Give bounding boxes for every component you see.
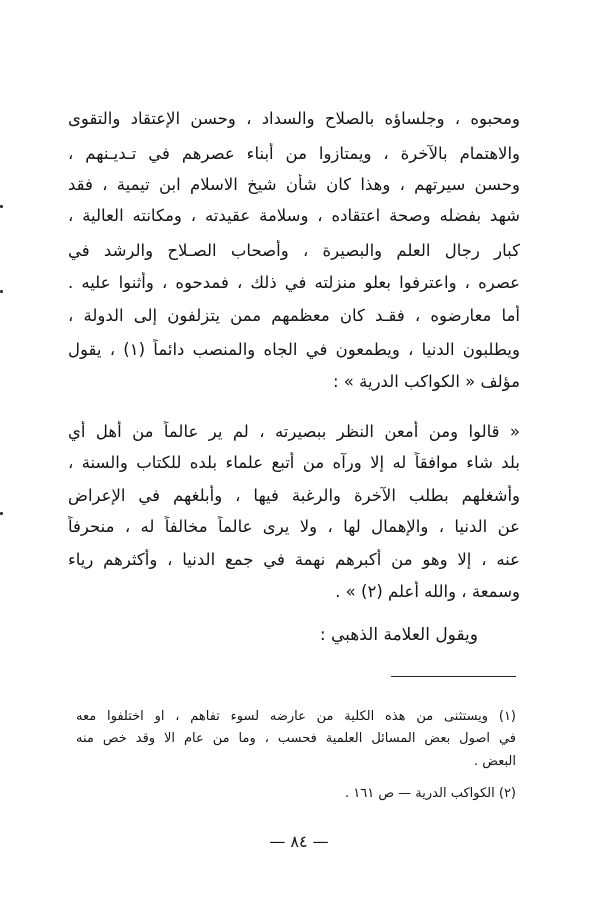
quote-line: وأشغلهم بطلب الآخرة والرغبة فيها ، وأبلغهم في الإعراض <box>68 486 520 505</box>
quote-line: وسمعة ، والله أعلم (٢) » . <box>335 582 520 601</box>
footnote-line: (٢) الكواكب الدرية — ص ١٦١ . <box>344 786 516 801</box>
text-line: مؤلف « الكواكب الدرية » : <box>332 372 520 391</box>
footnote-line: (١) ويستثنى من هذه الكلية من عارضه لسوء تفاهم ، او اختلفوا معه <box>76 709 516 724</box>
edge-mark <box>0 512 3 515</box>
footnote-line: في اصول بعض المسائل العلمية فحسب ، وما من عام الا وقد خص منه <box>76 731 516 746</box>
footnote-rule <box>391 676 516 677</box>
text-line: أما معارضوه ، فقـد كان معظمهم ممن يتزلفون إلى الدولة ، <box>68 306 520 325</box>
text-line: عصره ، واعترفوا بعلو منزلته في ذلك ، فمدحوه ، وأثنوا عليه . <box>68 273 520 292</box>
section-heading: ويقول العلامة الذهبي : <box>319 625 478 645</box>
text-line: ويطلبون الدنيا ، ويطمعون في الجاه والمنصب دائماً (١) ، يقول <box>68 340 520 359</box>
page-number: — ٨٤ — <box>269 832 329 851</box>
quote-line: عن الدنيا ، والإهمال لها ، ولا يرى عالماً مخالفاً له ، منحرفاً <box>68 517 520 536</box>
edge-mark <box>0 205 3 208</box>
text-line: شهد بفضله وصحة اعتقاده ، وسلامة عقيدته ، ومكانته العالية ، <box>68 206 520 225</box>
text-line: ومحبوه ، وجلساؤه بالصلاح والسداد ، وحسن الإعتقاد والتقوى <box>68 109 520 128</box>
edge-mark <box>0 290 3 293</box>
text-line: وحسن سيرتهم ، وهذا كان شأن شيخ الاسلام ابن تيمية ، فقد <box>68 175 520 194</box>
quote-line: بلد شاء موافقاً له إلا ورآه من أتبع علماء بلده للكتاب والسنة ، <box>68 453 520 472</box>
quote-line: عنه ، إلا وهو من أكبرهم نهمة في جمع الدنيا ، وأكثرهم رياء <box>68 550 520 569</box>
text-line: والاهتمام بالآخرة ، ويمتازوا من أبناء عصرهم في تـديـنهم ، <box>68 144 520 163</box>
footnote-line: البعض . <box>474 754 516 769</box>
text-line: كبار رجال العلم والبصيرة ، وأصحاب الصـلاح والرشد في <box>68 241 520 260</box>
quote-line: « قالوا ومن أمعن النظر ببصيرته ، لم ير عالماً من أهل أي <box>68 422 520 441</box>
